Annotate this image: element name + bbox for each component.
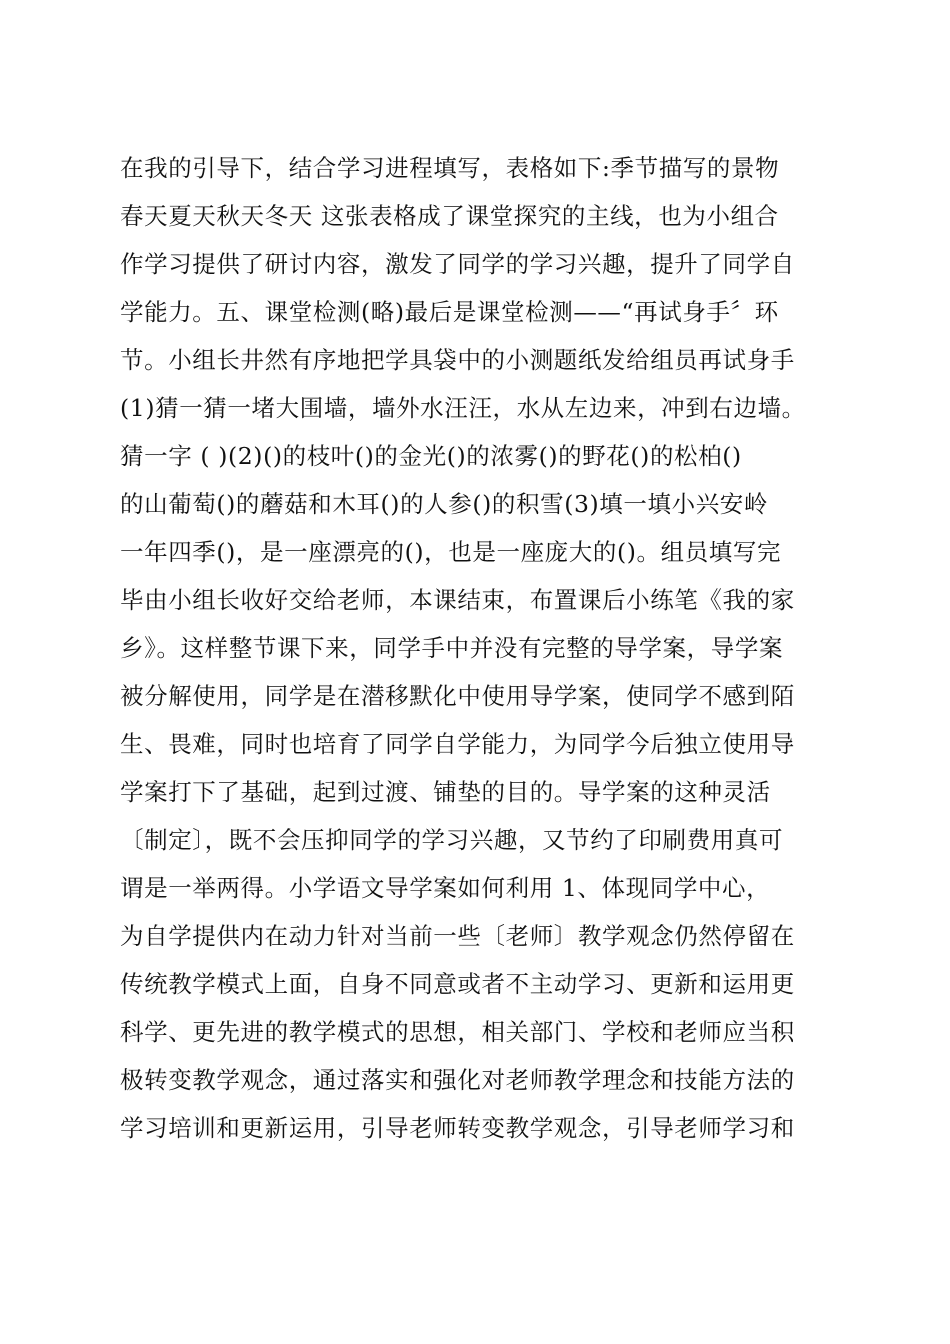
text-line: 春天夏天秋天冬天 这张表格成了课堂探究的主线，也为小组合	[120, 202, 779, 230]
text-line: 学习培训和更新运用，引导老师转变教学观念，引导老师学习和	[120, 1114, 795, 1142]
text-line: 猜一字 ( )(2)()的枝叶()的金光()的浓雾()的野花()的松柏()	[120, 442, 742, 470]
text-line: (1)猜一猜一堵大围墙，墙外水汪汪，水从左边来，冲到右边墙。	[120, 394, 806, 422]
text-line: 乡》。这样整节课下来，同学手中并没有完整的导学案，导学案	[120, 634, 784, 662]
text-line: 毕由小组长收好交给老师，本课结束，布置课后小练笔《我的家	[120, 586, 795, 614]
body-text	[120, 148, 840, 1156]
text-line: 〔制定〕，既不会压抑同学的学习兴趣，又节约了印刷费用真可	[120, 826, 784, 854]
text-line: 科学、更先进的教学模式的思想，相关部门、学校和老师应当积	[120, 1018, 795, 1046]
text-line: 一年四季()，是一座漂亮的()，也是一座庞大的()。组员填写完	[120, 538, 782, 566]
text-line: 学能力。五、课堂检测(略)最后是课堂检测——“再试身手〞环	[120, 298, 779, 326]
text-line: 节。小组长井然有序地把学具袋中的小测题纸发给组员再试身手	[120, 346, 795, 374]
text-line: 极转变教学观念，通过落实和强化对老师教学理念和技能方法的	[120, 1066, 795, 1094]
text-line: 为自学提供内在动力针对当前一些〔老师〕教学观念仍然停留在	[120, 922, 795, 950]
text-line: 的山葡萄()的蘑菇和木耳()的人参()的积雪(3)填一填小兴安岭	[120, 490, 768, 518]
text-line: 传统教学模式上面，自身不同意或者不主动学习、更新和运用更	[120, 970, 795, 998]
text-line: 学案打下了基础，起到过渡、铺垫的目的。导学案的这种灵活	[120, 778, 771, 806]
text-line: 作学习提供了研讨内容，激发了同学的学习兴趣，提升了同学自	[120, 250, 795, 278]
text-line: 谓是一举两得。小学语文导学案如何利用 1、体现同学中心，	[120, 874, 771, 902]
text-line: 在我的引导下，结合学习进程填写，表格如下:季节描写的景物	[120, 154, 780, 182]
text-line: 被分解使用，同学是在潜移默化中使用导学案，使同学不感到陌	[120, 682, 795, 710]
text-line: 生、畏难，同时也培育了同学自学能力，为同学今后独立使用导	[120, 730, 795, 758]
